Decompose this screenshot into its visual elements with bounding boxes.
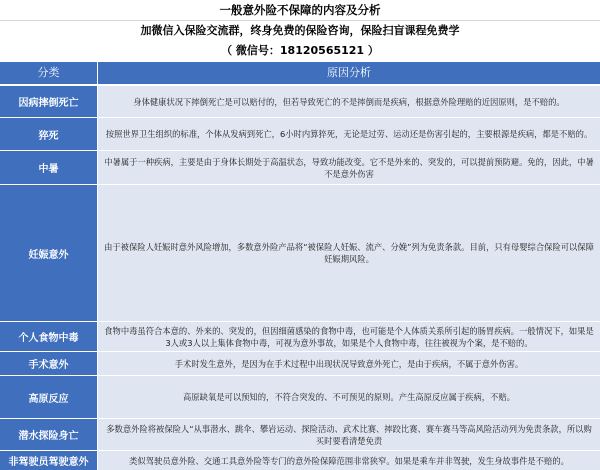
table-row xyxy=(0,150,600,184)
row-reason: 中暑属于一种疾病，主要是由于身体长期处于高温状态，导致功能改变。它不是外来的、突发的，可以提前预防避。免的，因此，中暑不是意外伤害 xyxy=(98,151,600,184)
table-row xyxy=(0,450,600,470)
row-category: 个人食物中毒 xyxy=(0,322,97,351)
row-category: 高原反应 xyxy=(0,376,97,418)
page-title: 一般意外险不保障的内容及分析 xyxy=(0,0,600,21)
row-reason: 手术时发生意外，是因为在手术过程中出现状况导致意外死亡，是由于疾病，不属于意外伤害。 xyxy=(98,352,600,375)
row-category: 手术意外 xyxy=(0,352,97,375)
row-reason: 身体健康状况下摔倒死亡是可以赔付的，但若导致死亡的不是摔倒而是疾病，根据意外险理赔的近因原则，是不赔的。 xyxy=(98,86,600,117)
table-row xyxy=(0,351,600,375)
column-header-reason: 原因分析 xyxy=(327,66,371,79)
row-category: 非驾驶员驾驶意外 xyxy=(0,451,97,470)
row-category: 妊娠意外 xyxy=(0,185,97,321)
subtitle: 加微信入保险交流群，终身免费的保险咨询，保险扫盲课程免费学 xyxy=(0,21,600,41)
table-row xyxy=(0,85,600,117)
table-row xyxy=(0,184,600,321)
row-reason: 按照世界卫生组织的标准，个体从发病到死亡，6小时内算猝死，无论是过劳、运动还是伤害引起的，主要根源是疾病，都是不赔的。 xyxy=(98,118,600,150)
row-reason: 多数意外险将被保险人“从事潜水、跳伞、攀岩运动、探险活动、武术比赛、摔跤比赛、赛车赛马等高风险活动列为免责条款，所以购买时要看清楚免责 xyxy=(98,419,600,450)
table-row xyxy=(0,117,600,150)
row-category: 潜水探险身亡 xyxy=(0,419,97,450)
contact-wechat: （ 微信号：18120565121 ） xyxy=(0,41,600,61)
column-header-category: 分类 xyxy=(37,66,60,79)
row-reason: 高原缺氧是可以预知的，不符合突发的、不可预见的原则。产生高原反应属于疾病，不赔。 xyxy=(98,376,600,418)
table-row xyxy=(0,375,600,418)
table-row xyxy=(0,418,600,450)
row-category: 猝死 xyxy=(0,118,97,150)
column-divider xyxy=(97,62,98,469)
row-category: 因病摔倒死亡 xyxy=(0,86,97,117)
table-row xyxy=(0,321,600,351)
row-reason: 类似驾驶员意外险、交通工具意外险等专门的意外险保障范围非常狭窄。如果是乘车并非驾驶，发生身故事件是不赔的。 xyxy=(98,451,600,470)
row-reason: 食物中毒虽符合本意的、外来的、突发的，但因细菌感染的食物中毒，也可能是个人体质关系所引起的肠胃疾病。一般情况下，如果是3人或3人以上集体食物中毒，可视为意外事故，如果是个人食物中毒，往往被视为个案，是不赔的。 xyxy=(98,322,600,351)
row-category: 中暑 xyxy=(0,151,97,184)
table-header xyxy=(0,62,600,84)
row-reason: 由于被保险人妊娠时意外风险增加，多数意外险产品将“被保险人妊娠、流产、分娩”列为免责条款。目前，只有母婴综合保险可以保障妊娠期风险。 xyxy=(98,185,600,321)
